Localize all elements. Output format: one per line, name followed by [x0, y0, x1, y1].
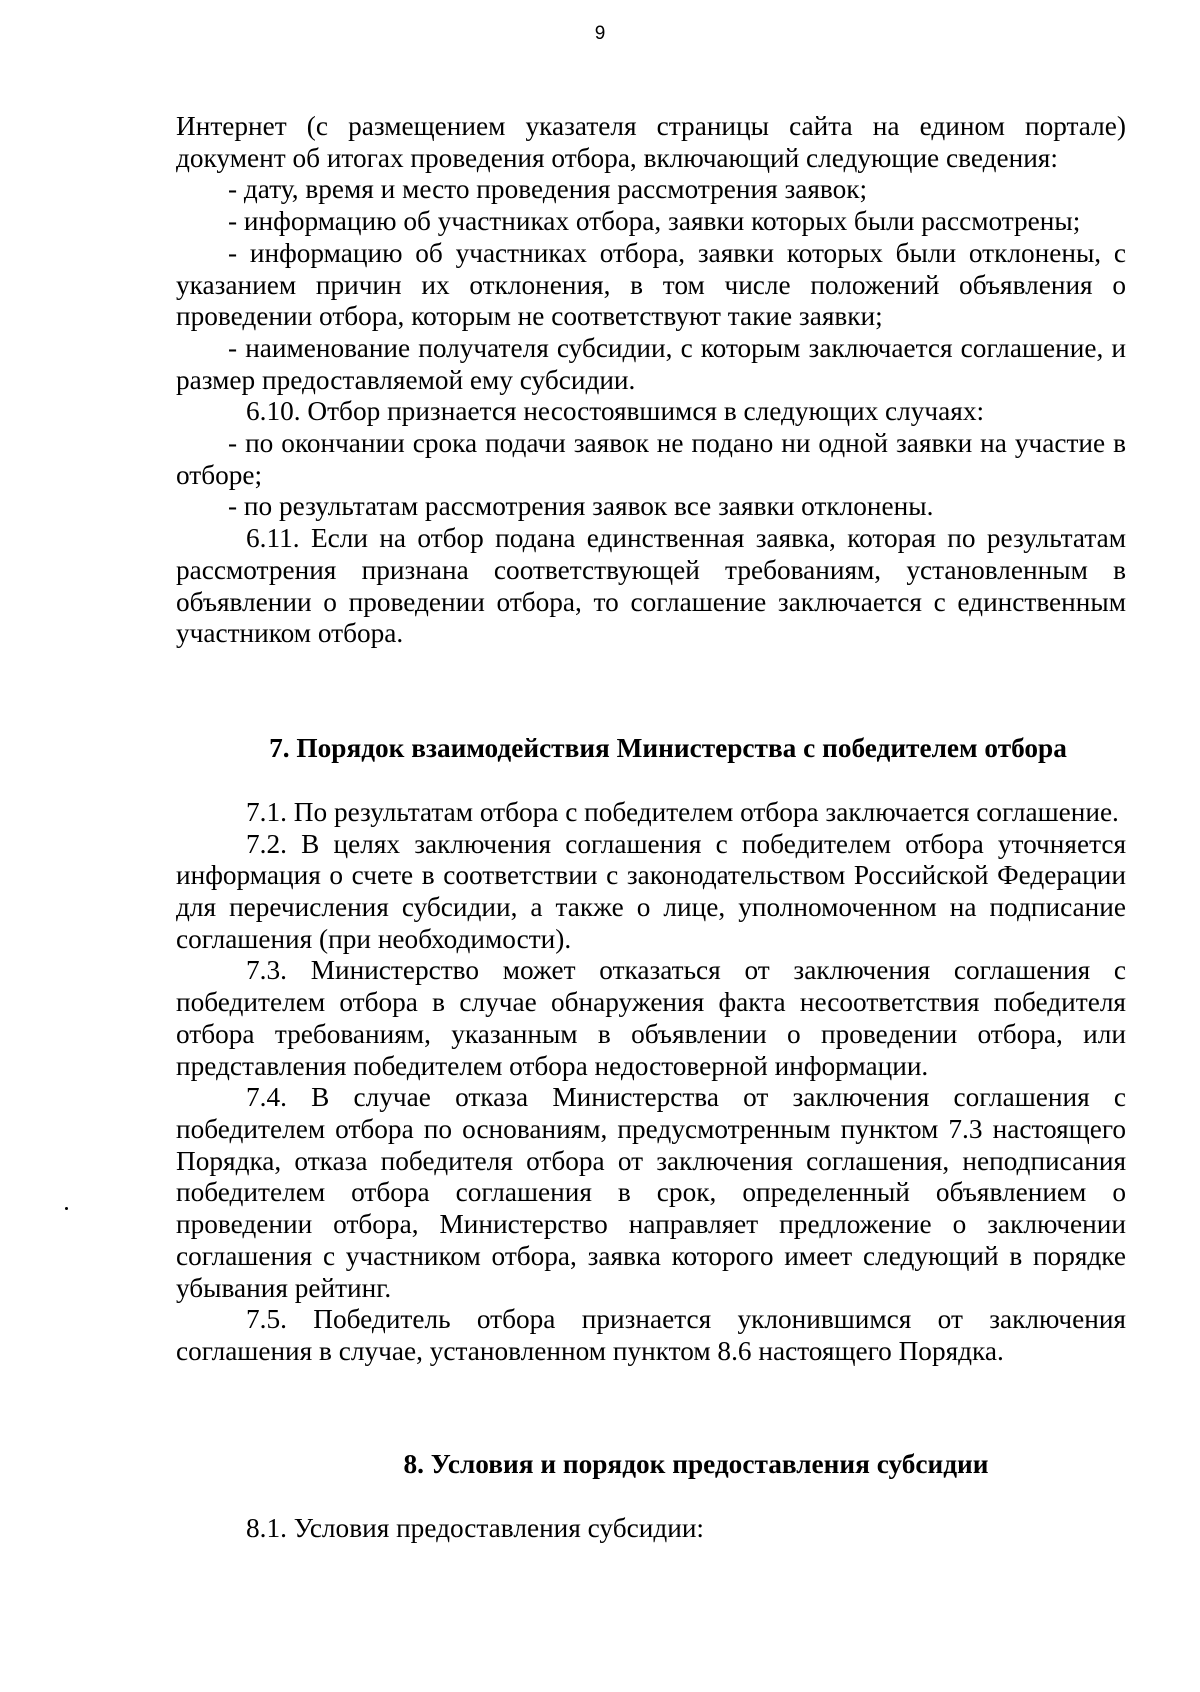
list-item-no-applications: - по окончании срока подачи заявок не подано ни одной заявки на участие в отборе;: [176, 428, 1126, 490]
page-number: 9: [594, 23, 606, 44]
section-7-heading: 7. Порядок взаимодействия Министерства с победителем отбора: [269, 732, 1067, 763]
list-item-reviewed-participants: - информацию об участниках отбора, заявки которых были рассмотрены;: [228, 206, 1081, 237]
list-item-subsidy-recipient: - наименование получателя субсидии, с которым заключается соглашение, и размер предоставляемой ему субсидии.: [176, 332, 1126, 395]
list-item-date-time-place: - дату, время и место проведения рассмотрения заявок;: [228, 174, 868, 205]
paragraph-7-4: 7.4. В случае отказа Министерства от заключения соглашения с победителем отбора по основаниям, предусмотренным пунктом 7.3 настоящего Порядка, отказа победителя отбора от заключения соглашения, неподписания победителем отбора соглашения в срок, определенный объявлением о проведении отбора, Министерство направляет предложение о заключении соглашения с участником отбора, заявка которого имеет следующий в порядке убывания рейтинг.: [176, 1082, 1126, 1303]
paragraph-6-10: 6.10. Отбор признается несостоявшимся в следующих случаях:: [246, 396, 985, 427]
section-8-heading: 8. Условия и порядок предоставления субсидии: [403, 1448, 989, 1479]
paragraph-7-3: 7.3. Министерство может отказаться от заключения соглашения с победителем отбора в случае обнаружения факта несоответствия победителя отбора требованиям, указанным в объявлении о проведении отбора, или представления победителем отбора недостоверной информации.: [176, 955, 1126, 1081]
list-item-rejected-participants: - информацию об участниках отбора, заявки которых были отклонены, с указанием причин их отклонения, в том числе положений объявления о проведении отбора, которым не соответствуют такие заявки;: [176, 237, 1126, 332]
document-body: [176, 111, 1126, 1544]
paragraph-6-9-continuation: Интернет (с размещением указателя страницы сайта на едином портале) документ об итогах проведения отбора, включающий следующие сведения:: [176, 111, 1126, 173]
paragraph-7-1: 7.1. По результатам отбора с победителем отбора заключается соглашение.: [246, 796, 1119, 827]
scan-artifact-dot: [65, 1207, 68, 1210]
list-item-all-rejected: - по результатам рассмотрения заявок все заявки отклонены.: [228, 491, 934, 522]
paragraph-8-1: 8.1. Условия предоставления субсидии:: [246, 1512, 705, 1543]
paragraph-7-2: 7.2. В целях заключения соглашения с победителем отбора уточняется информация о счете в соответствии с законодательством Российской Федерации для перечисления субсидии, а также о лице, уполномоченном на подписание соглашения (при необходимости).: [176, 828, 1126, 954]
paragraph-6-11: 6.11. Если на отбор подана единственная заявка, которая по результатам рассмотрения признана соответствующей требованиям, установленным в объявлении о проведении отбора, то соглашение заключается с единственным участником отбора.: [176, 523, 1126, 649]
paragraph-7-5: 7.5. Победитель отбора признается уклонившимся от заключения соглашения в случае, установленном пунктом 8.6 настоящего Порядка.: [176, 1304, 1126, 1366]
